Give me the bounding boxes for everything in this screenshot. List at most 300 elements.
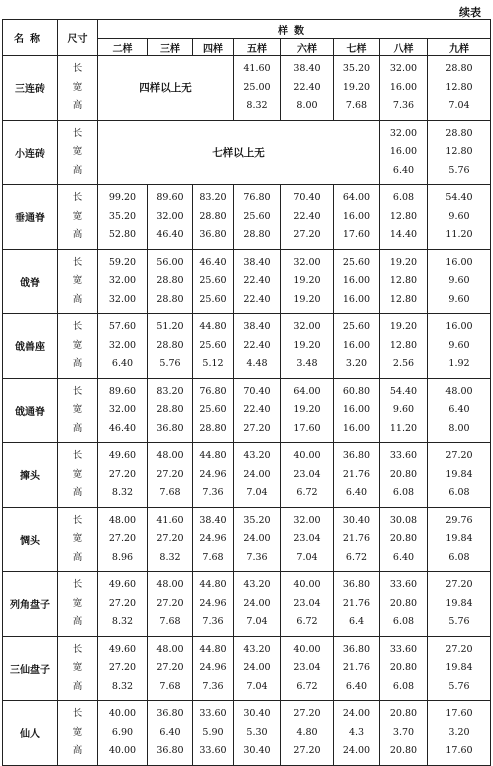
value-cell [428, 56, 491, 121]
value: 5.30 [246, 726, 268, 738]
value: 28.80 [445, 127, 473, 139]
value: 52.80 [108, 229, 137, 240]
value: 19.84 [445, 662, 473, 673]
dimension-label: 宽 [72, 533, 83, 544]
value: 23.04 [293, 597, 321, 609]
value-cell [380, 507, 428, 572]
dimension-label: 长 [72, 643, 83, 655]
value: 48.00 [445, 385, 473, 397]
value: 24.00 [243, 597, 271, 609]
value: 6.40 [392, 551, 415, 563]
value: 59.20 [108, 256, 137, 268]
dimension-label: 宽 [72, 662, 83, 673]
value: 7.04 [246, 680, 268, 692]
item-name: 戗脊 [3, 249, 58, 314]
value: 27.20 [243, 422, 271, 434]
value: 3.70 [392, 726, 415, 738]
value: 27.20 [293, 229, 321, 240]
dimension-label: 长 [72, 514, 83, 526]
value-cell [428, 185, 491, 250]
value-cell [380, 120, 428, 185]
value: 12.80 [389, 210, 418, 222]
value: 6.40 [159, 726, 181, 738]
value-cell [234, 572, 281, 637]
value: 41.60 [243, 63, 271, 74]
value: 27.20 [156, 662, 184, 673]
value: 35.20 [243, 514, 271, 526]
value-cell [148, 314, 193, 379]
dimension-label: 高 [72, 680, 83, 692]
value: 7.68 [345, 100, 368, 111]
value: 38.40 [243, 256, 271, 268]
value-cell [234, 507, 281, 572]
column-header: 四样 [193, 39, 234, 56]
dimension-labels [58, 507, 98, 572]
value: 32.00 [108, 293, 137, 305]
column-header: 八样 [380, 39, 428, 56]
value: 28.80 [156, 275, 184, 286]
value-cell [334, 56, 380, 121]
value-cell [193, 378, 234, 443]
value: 4.3 [348, 726, 365, 738]
value-cell [98, 185, 148, 250]
value-cell [428, 701, 491, 766]
value: 36.80 [156, 422, 184, 434]
value: 7.04 [296, 551, 318, 563]
value-cell [380, 56, 428, 121]
value-cell [380, 443, 428, 508]
value: 43.20 [243, 643, 271, 655]
item-name: 三连砖 [3, 56, 58, 121]
value-cell [334, 249, 380, 314]
value: 19.20 [293, 404, 321, 415]
value: 32.00 [156, 210, 184, 222]
value-cell [380, 378, 428, 443]
value: 27.20 [156, 533, 184, 544]
value: 8.32 [246, 100, 268, 111]
value: 36.80 [156, 745, 184, 756]
value: 6.08 [392, 680, 415, 692]
value: 27.20 [293, 708, 321, 719]
value: 9.60 [448, 275, 470, 286]
value-cell [148, 701, 193, 766]
value-cell [234, 636, 281, 701]
value: 70.40 [293, 192, 321, 203]
value: 8.32 [159, 551, 181, 563]
value: 27.20 [108, 533, 137, 544]
value: 2.56 [392, 358, 415, 369]
value-cell [193, 443, 234, 508]
value: 6.08 [392, 487, 415, 498]
value: 25.00 [243, 81, 271, 93]
value: 6.4 [348, 616, 365, 627]
value: 16.00 [342, 293, 371, 305]
value: 43.20 [243, 579, 271, 590]
value: 11.20 [445, 229, 473, 240]
value: 35.20 [342, 63, 371, 74]
value: 27.20 [108, 662, 137, 673]
value-cell [281, 56, 334, 121]
value: 32.00 [108, 275, 137, 286]
table-row [3, 572, 491, 637]
value: 8.96 [111, 551, 134, 563]
value: 33.60 [389, 643, 418, 655]
value: 28.80 [199, 210, 227, 222]
value: 14.40 [389, 229, 418, 240]
item-name: 垂通脊 [3, 185, 58, 250]
value-cell [428, 572, 491, 637]
value: 21.76 [342, 468, 371, 480]
value-cell [193, 249, 234, 314]
value: 16.00 [342, 339, 371, 351]
value: 48.00 [156, 579, 184, 590]
value: 19.84 [445, 468, 473, 480]
value-cell [281, 249, 334, 314]
column-header: 六样 [281, 39, 334, 56]
value: 32.00 [389, 63, 418, 74]
value-cell [193, 185, 234, 250]
value: 8.32 [111, 616, 134, 627]
value: 5.12 [202, 358, 224, 369]
value: 23.04 [293, 468, 321, 480]
table-row [3, 378, 491, 443]
value-cell [380, 701, 428, 766]
value-cell [281, 378, 334, 443]
value-cell [334, 378, 380, 443]
value: 48.00 [108, 514, 137, 526]
dimension-label: 长 [72, 63, 83, 74]
value: 83.20 [156, 385, 184, 397]
value-cell [234, 701, 281, 766]
value: 6.40 [392, 164, 415, 176]
value: 38.40 [293, 63, 321, 74]
dimension-label: 宽 [72, 146, 83, 157]
value-cell [193, 314, 234, 379]
value-cell [234, 314, 281, 379]
value: 1.92 [448, 358, 470, 369]
value: 12.80 [389, 275, 418, 286]
value: 19.20 [293, 293, 321, 305]
value: 7.04 [246, 616, 268, 627]
dimension-label: 长 [72, 321, 83, 332]
value: 12.80 [389, 339, 418, 351]
value: 22.40 [243, 339, 271, 351]
value: 30.08 [389, 514, 418, 526]
value: 21.76 [342, 597, 371, 609]
value-cell [148, 185, 193, 250]
value: 46.40 [156, 229, 184, 240]
value: 33.60 [389, 579, 418, 590]
value: 32.00 [293, 514, 321, 526]
dimension-labels [58, 443, 98, 508]
dimension-label: 长 [72, 256, 83, 268]
value-cell [281, 314, 334, 379]
value: 16.00 [445, 256, 473, 268]
value: 40.00 [293, 450, 321, 461]
value: 24.00 [243, 662, 271, 673]
value: 76.80 [199, 385, 227, 397]
dimension-labels [58, 378, 98, 443]
dimension-label: 宽 [72, 468, 83, 480]
value-cell [98, 249, 148, 314]
value: 6.40 [345, 680, 368, 692]
value: 19.20 [389, 256, 418, 268]
value: 17.60 [293, 422, 321, 434]
value: 44.80 [199, 643, 227, 655]
value: 30.40 [342, 514, 371, 526]
item-name: 撺头 [3, 443, 58, 508]
value: 12.80 [445, 146, 473, 157]
value: 36.80 [199, 229, 227, 240]
value: 36.80 [342, 450, 371, 461]
value: 38.40 [243, 321, 271, 332]
value-cell [98, 572, 148, 637]
not-available-note: 四样以上无 [98, 56, 234, 121]
continued-label: 续表 [459, 6, 481, 19]
value: 36.80 [156, 708, 184, 719]
value: 8.32 [111, 487, 134, 498]
value-cell [234, 249, 281, 314]
value: 27.20 [108, 597, 137, 609]
value: 16.00 [342, 404, 371, 415]
value: 24.96 [199, 468, 227, 480]
value-cell [334, 636, 380, 701]
value: 8.00 [448, 422, 470, 434]
value: 6.08 [392, 616, 415, 627]
value: 64.00 [342, 192, 371, 203]
value-cell [148, 636, 193, 701]
value: 5.76 [159, 358, 181, 369]
value: 25.60 [342, 321, 371, 332]
value: 19.84 [445, 597, 473, 609]
table-row [3, 120, 491, 185]
table-row [3, 636, 491, 701]
dimension-labels [58, 56, 98, 121]
value: 33.60 [199, 745, 227, 756]
value: 6.72 [345, 551, 368, 563]
value: 7.04 [448, 100, 470, 111]
value: 19.84 [445, 533, 473, 544]
dimension-label: 高 [72, 745, 83, 756]
value: 24.00 [342, 708, 371, 719]
value-cell [334, 701, 380, 766]
dimension-label: 长 [72, 708, 83, 719]
value-cell [334, 185, 380, 250]
value: 27.20 [156, 597, 184, 609]
value-cell [193, 572, 234, 637]
value: 3.20 [448, 726, 470, 738]
value-cell [234, 56, 281, 121]
value: 54.40 [445, 192, 473, 203]
value: 32.00 [293, 256, 321, 268]
value: 49.60 [108, 643, 137, 655]
value: 9.60 [448, 293, 470, 305]
value: 16.00 [389, 81, 418, 93]
value: 64.00 [293, 385, 321, 397]
value: 46.40 [108, 422, 137, 434]
dimension-label: 高 [72, 487, 83, 498]
value: 7.68 [159, 680, 181, 692]
column-header: 七样 [334, 39, 380, 56]
value-cell [334, 443, 380, 508]
item-name: 三仙盘子 [3, 636, 58, 701]
value: 6.08 [448, 487, 470, 498]
value-cell [98, 314, 148, 379]
value: 27.20 [156, 468, 184, 480]
value-cell [281, 636, 334, 701]
value: 48.00 [156, 450, 184, 461]
value: 23.04 [293, 533, 321, 544]
value-cell [380, 572, 428, 637]
value-cell [334, 572, 380, 637]
value: 19.20 [342, 81, 371, 93]
table-row [3, 249, 491, 314]
value-cell [428, 249, 491, 314]
value: 25.60 [342, 256, 371, 268]
value: 36.80 [342, 643, 371, 655]
value-cell [234, 443, 281, 508]
item-name: 戗兽座 [3, 314, 58, 379]
value: 16.00 [445, 321, 473, 332]
value: 22.40 [243, 404, 271, 415]
value: 24.00 [342, 745, 371, 756]
value: 48.00 [156, 643, 184, 655]
value: 16.00 [389, 146, 418, 157]
value: 44.80 [199, 321, 227, 332]
value-cell [428, 378, 491, 443]
value: 9.60 [448, 339, 470, 351]
value: 20.80 [389, 745, 418, 756]
value-cell [148, 572, 193, 637]
value: 54.40 [389, 385, 418, 397]
value: 25.60 [199, 404, 227, 415]
dimension-label: 宽 [72, 81, 83, 93]
item-name: 惆头 [3, 507, 58, 572]
value: 4.80 [296, 726, 318, 738]
item-name: 小连砖 [3, 120, 58, 185]
value-cell [334, 507, 380, 572]
value: 24.00 [243, 468, 271, 480]
value: 33.60 [199, 708, 227, 719]
value-cell [98, 443, 148, 508]
value: 49.60 [108, 579, 137, 590]
dimension-label: 高 [72, 293, 83, 305]
value: 43.20 [243, 450, 271, 461]
dimension-labels [58, 185, 98, 250]
value: 16.00 [342, 422, 371, 434]
dimension-label: 宽 [72, 210, 83, 222]
value: 28.80 [445, 63, 473, 74]
value: 16.00 [342, 210, 371, 222]
value: 40.00 [293, 643, 321, 655]
value: 19.20 [293, 275, 321, 286]
dimension-labels [58, 701, 98, 766]
value: 36.80 [342, 579, 371, 590]
value: 32.00 [108, 339, 137, 351]
item-name: 戗通脊 [3, 378, 58, 443]
dimension-label: 宽 [72, 404, 83, 415]
header-size: 尺寸 [58, 20, 98, 56]
table-row [3, 185, 491, 250]
value-cell [334, 314, 380, 379]
value: 83.20 [199, 192, 227, 203]
value: 19.20 [389, 321, 418, 332]
value-cell [148, 507, 193, 572]
value: 49.60 [108, 450, 137, 461]
value: 5.76 [448, 164, 470, 176]
value-cell [380, 249, 428, 314]
value: 19.20 [293, 339, 321, 351]
value: 44.80 [199, 579, 227, 590]
value: 25.60 [199, 275, 227, 286]
value: 3.20 [345, 358, 368, 369]
value: 21.76 [342, 662, 371, 673]
value: 7.36 [202, 487, 224, 498]
value: 20.80 [389, 533, 418, 544]
value: 6.08 [448, 551, 470, 563]
column-header: 五样 [234, 39, 281, 56]
value-cell [234, 378, 281, 443]
value: 27.20 [293, 745, 321, 756]
value: 28.80 [156, 339, 184, 351]
value: 46.40 [199, 256, 227, 268]
dimension-labels [58, 572, 98, 637]
value: 27.20 [445, 643, 473, 655]
dimension-label: 宽 [72, 597, 83, 609]
dimension-label: 宽 [72, 339, 83, 351]
value: 20.80 [389, 597, 418, 609]
value: 25.60 [199, 339, 227, 351]
value: 6.72 [296, 616, 318, 627]
value: 57.60 [108, 321, 137, 332]
value-cell [428, 443, 491, 508]
value: 40.00 [108, 745, 137, 756]
value: 9.60 [392, 404, 415, 415]
value: 27.20 [445, 450, 473, 461]
value: 40.00 [293, 579, 321, 590]
value-cell [193, 507, 234, 572]
value: 70.40 [243, 385, 271, 397]
value: 3.48 [296, 358, 318, 369]
value: 7.36 [246, 551, 268, 563]
value-cell [380, 185, 428, 250]
value: 22.40 [243, 275, 271, 286]
dimension-label: 长 [72, 127, 83, 139]
dimension-label: 长 [72, 579, 83, 590]
table-row [3, 443, 491, 508]
tile-size-table [2, 19, 491, 766]
value: 5.76 [448, 680, 470, 692]
table-row [3, 314, 491, 379]
value: 33.60 [389, 450, 418, 461]
dimension-label: 高 [72, 551, 83, 563]
value: 56.00 [156, 256, 184, 268]
item-name: 仙人 [3, 701, 58, 766]
value: 22.40 [243, 293, 271, 305]
value-cell [148, 378, 193, 443]
value: 8.00 [296, 100, 318, 111]
value-cell [193, 636, 234, 701]
value: 6.72 [296, 680, 318, 692]
value: 11.20 [389, 422, 418, 434]
value-cell [98, 507, 148, 572]
dimension-label: 宽 [72, 726, 83, 738]
value: 7.68 [159, 487, 181, 498]
table-row [3, 56, 491, 121]
value-cell [281, 185, 334, 250]
value: 60.80 [342, 385, 371, 397]
dimension-label: 高 [72, 100, 83, 111]
